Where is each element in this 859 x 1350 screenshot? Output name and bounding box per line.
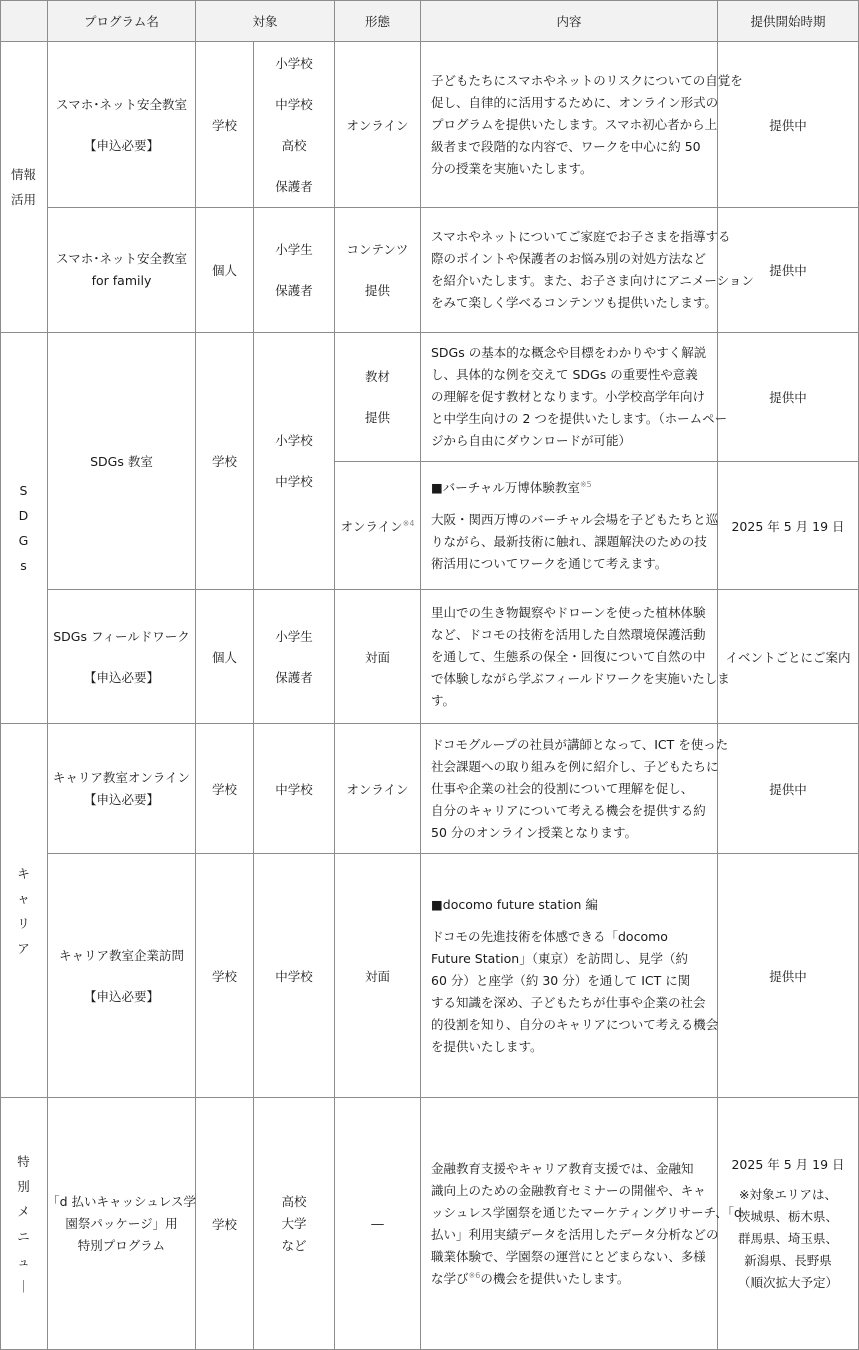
r7-target-who [254,1098,335,1350]
start-value: 提供中 [769,117,807,133]
r6-start [718,854,859,1098]
content-line: 級者まで段階的な内容で、ワークを中心に約 50 [431,138,701,154]
content-line: の理解を促す教材となります。小学校高学年向け [431,389,706,404]
r1-format [335,42,421,208]
r6-target-who [254,854,335,1098]
content-line: 子どもたちにスマホやネットのリスクについての自覚を [431,72,743,88]
format: コンテンツ [346,242,409,257]
content-text: の機会を提供いたします。 [480,1270,630,1286]
target-who: 小学校 [275,55,313,71]
r7-start [718,1098,859,1350]
content-line: 金融教育支援やキャリア教育支援では、金融知 [431,1160,694,1176]
start-value: イベントごとにご案内 [725,649,851,665]
content-line: 社会課題への取り組みを例に紹介し、子どもたちに [431,758,719,774]
category-char: ュ [17,1253,30,1269]
category-char: ニ [17,1228,30,1244]
target-who: 高校 [281,137,307,153]
r5-format [335,724,421,854]
target-who: 中学校 [275,474,313,489]
category-char: 特 [17,1153,30,1169]
content-heading: ■docomo future station 編 [431,896,598,912]
r6-format [335,854,421,1098]
category-char: 別 [17,1178,30,1194]
category-char: ャ [17,890,30,906]
category-char: ア [17,940,30,956]
target-who: 中学校 [275,781,313,797]
content-line: ジから自由にダウンロードが可能） [431,433,632,448]
content-line: 60 分）と座学（約 30 分）を通して ICT に関 [431,972,691,988]
category-special [0,1098,48,1350]
content-line: 50 分のオンライン授業となります。 [431,824,638,840]
category-char: 情報 [10,167,36,182]
r2-start [718,208,859,333]
r1-program [48,42,196,208]
target-type: 学校 [211,1216,237,1232]
format: オンライン [346,117,409,133]
target-who: など [281,1237,307,1253]
r7-content [421,1098,742,1350]
category-sdgs [0,333,48,724]
r2-format [335,208,421,333]
header-content-label: 内容 [556,13,582,29]
content-line: 術活用についてワークを通じて考えます。 [431,555,668,571]
category-char: G [18,533,29,548]
program-note: 【申込必要】 [83,137,159,153]
header-format [335,0,421,42]
header-target-label: 対象 [252,13,278,29]
content-line: 職業体験で、学園祭の運営にとどまらない、多様 [431,1248,706,1264]
program-note: 【申込必要】 [83,988,159,1004]
r5-target-type [196,724,254,854]
program-note: 【申込必要】 [83,791,159,807]
r4-start [718,590,859,724]
content-line: を提供いたします。 [431,1038,543,1054]
r3a-format [335,333,421,462]
start-note-line: 茨城県、栃木県、 [737,1208,838,1224]
category-char: メ [17,1203,30,1219]
r5-start [718,724,859,854]
content-line: する知識を深め、子どもたちが仕事や企業の社会 [431,994,706,1010]
start-value: 2025 年 5 月 19 日 [731,1156,845,1172]
category-char: S [19,483,28,498]
r4-target-type [196,590,254,724]
header-start-label: 提供開始時期 [750,13,826,29]
category-career [0,724,48,1098]
content-line: プログラムを提供いたします。スマホ初心者から上 [431,116,718,132]
category-char: D [18,508,29,523]
target-type: 学校 [211,968,237,984]
r2-target-who [254,208,335,333]
content-line: 分の授業を実施いたします。 [431,160,593,176]
content-line: SDGs の基本的な概念や目標をわかりやすく解説 [431,345,707,360]
header-content [421,0,718,42]
program-name: スマホ･ネット安全教室 [55,251,187,266]
content-line: を通して、生態系の保全・回復について自然の中 [431,648,706,664]
r2-content [421,208,754,333]
r7-target-type [196,1098,254,1350]
start-value: 提供中 [769,781,807,797]
r4-format [335,590,421,724]
content-line: す。 [431,692,456,708]
content-line: 自分のキャリアについて考える機会を提供する約 [431,802,706,818]
header-program [48,0,196,42]
content-line: 仕事や企業の社会的役割について理解を促し、 [431,780,694,796]
target-who: 高校 [281,1193,307,1209]
start-value: 提供中 [769,263,807,278]
start-note-line: ※対象エリアは、 [739,1186,837,1202]
content-line: 促し、自律的に活用するために、オンライン形式の [431,94,719,110]
start-note-line: （順次拡大予定） [737,1274,838,1290]
footnote-mark: ※6 [468,1270,481,1280]
content-line: スマホやネットについてご家庭でお子さまを指導する [431,229,731,244]
r3b-format [335,462,421,590]
r2-program [48,208,196,333]
r3-target-who [254,333,335,590]
r4-content [421,590,730,724]
target-type: 個人 [211,263,237,278]
content-heading-text: ■バーチャル万博体験教室 [431,479,580,495]
header-start [718,0,859,42]
target-who: 中学校 [275,968,313,984]
content-line: 的役割を知り、自分のキャリアについて考える機会 [431,1016,719,1032]
target-who: 小学生 [275,628,313,644]
header-format-label: 形態 [364,13,390,29]
r3-program [48,333,196,590]
content-line: し、具体的な例を交えて SDGs の重要性や意義 [431,367,698,382]
content-line: など、ドコモの技術を活用した自然環境保護活動 [431,626,706,642]
r1-start [718,42,859,208]
format: 提供 [364,283,390,298]
content-line: りながら、最新技術に触れ、課題解決のための技 [431,533,707,549]
r1-target-who [254,42,335,208]
program-name: SDGs フィールドワーク [53,628,190,644]
format: 対面 [364,649,390,665]
target-who: 大学 [281,1215,307,1231]
r6-program [48,854,196,1098]
r4-program [48,590,196,724]
r1-content [421,42,743,208]
category-char: キ [17,865,30,881]
target-type: 個人 [211,649,237,665]
r3a-start [718,333,859,462]
target-who: 中学校 [275,96,313,112]
program-name: キャリア教室企業訪問 [58,947,184,963]
r3b-start [718,462,859,590]
r6-content [421,854,718,1098]
format: 提供 [364,410,390,425]
content-line [431,1268,629,1290]
r5-content [421,724,729,854]
start-value: 2025 年 5 月 19 日 [731,518,845,534]
format [341,517,415,535]
r1-target-type [196,42,254,208]
content-line: ドコモグループの社員が講師となって、ICT を使った [431,736,729,752]
target-who: 保護者 [275,669,313,685]
r3-target-type [196,333,254,590]
program-name: キャリア教室オンライン [52,769,191,785]
r6-target-type [196,854,254,1098]
r7-program [48,1098,196,1350]
target-who: 保護者 [275,178,313,194]
target-type: 学校 [211,117,237,133]
content-line: をみて楽しく学べるコンテンツも提供いたします。 [431,295,717,310]
r5-target-who [254,724,335,854]
content-line: ッシュレス学園祭を通じたマーケティングリサーチ、「d [431,1204,742,1220]
r3b-content [421,462,718,590]
target-who: 保護者 [275,283,313,298]
r3a-content [421,333,728,462]
format: ― [371,1216,384,1231]
content-line: を紹介いたします。また、お子さま向けにアニメーション [431,273,754,288]
content-line: 識向上のための金融教育セミナーの開催や、キャ [431,1182,706,1198]
footnote-mark: ※5 [579,479,592,489]
program-note: 【申込必要】 [83,669,159,685]
program-name: SDGs 教室 [90,454,153,469]
r7-format [335,1098,421,1350]
content-text: な学び [431,1270,469,1286]
format-text: オンライン [340,518,403,534]
r4-target-who [254,590,335,724]
content-line: と中学生向けの 2 つを提供いたします。（ホームペー [431,411,728,426]
format: オンライン [346,781,409,797]
program-name: 「d 払いキャッシュレス学 [47,1193,196,1209]
content-line: ドコモの先進技術を体感できる「docomo [431,928,668,944]
format: 対面 [364,968,390,984]
category-char: 活用 [10,192,36,207]
start-value: 提供中 [769,968,807,984]
r5-program [48,724,196,854]
target-who: 小学校 [275,433,313,448]
category-char: リ [17,915,30,931]
category-info [0,42,48,333]
target-type: 学校 [211,781,237,797]
content-line: で体験しながら学ぶフィールドワークを実施いたしま [431,670,730,686]
program-name: 特別プログラム [77,1237,166,1253]
header-category-cell [0,0,48,42]
footnote-mark: ※4 [402,518,415,528]
content-line: 際のポイントや保護者のお悩み別の対処方法など [431,251,707,266]
category-char: s [20,558,27,573]
header-program-label: プログラム名 [84,13,159,29]
content-line: 大阪・関西万博のバーチャル会場を子どもたちと巡 [431,511,719,527]
program-name: スマホ･ネット安全教室 [55,96,187,112]
program-name: 園祭パッケージ」用 [65,1215,178,1231]
target-who: 小学生 [275,242,313,257]
header-target [196,0,335,42]
content-line: Future Station」（東京）を訪問し、見学（約 [431,950,688,966]
content-heading [431,477,592,499]
content-line: 払い」利用実績データを活用したデータ分析などの [431,1226,719,1242]
start-value: 提供中 [769,390,807,405]
content-line: 里山での生き物観察やドローンを使った植林体験 [431,604,706,620]
format: 教材 [364,369,390,384]
r2-target-type [196,208,254,333]
program-name-sub: for family [91,273,152,288]
start-note-line: 新潟県、長野県 [744,1252,832,1268]
target-type: 学校 [211,454,237,469]
category-char: ｜ [17,1278,30,1294]
start-note-line: 群馬県、埼玉県、 [737,1230,838,1246]
